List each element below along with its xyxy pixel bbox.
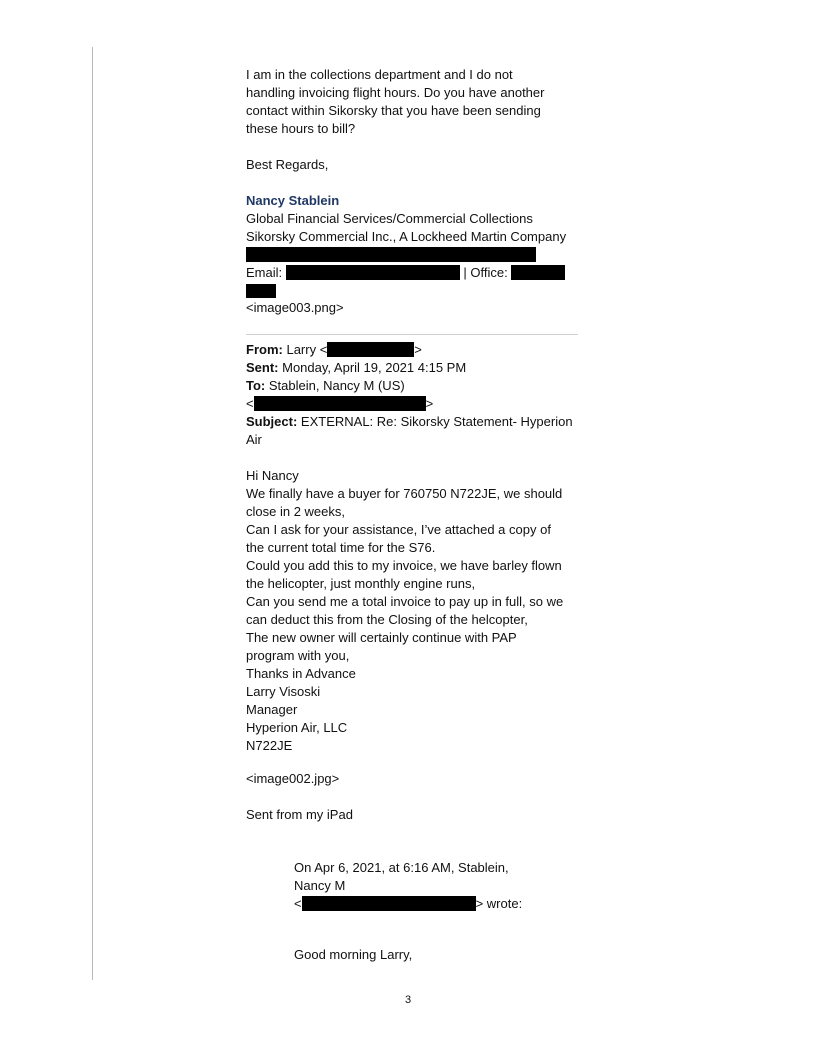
redacted-quoted-email	[302, 896, 476, 911]
redacted-address	[246, 247, 536, 262]
redacted-office-cont	[246, 284, 276, 298]
body-line: can deduct this from the Closing of the helcopter,	[246, 612, 528, 627]
body-line: the current total time for the S76.	[246, 540, 436, 555]
quoted-header-line2: Nancy M	[294, 878, 346, 893]
signature-dept: Global Financial Services/Commercial Collections	[246, 211, 533, 226]
divider	[246, 334, 578, 335]
office-label: | Office:	[463, 265, 508, 280]
sent-line	[246, 359, 466, 377]
from-value: Larry <	[286, 342, 328, 357]
quoted-greeting: Good morning Larry,	[294, 947, 413, 962]
body-line: close in 2 weeks,	[246, 504, 345, 519]
to-label: To:	[246, 378, 266, 393]
subject-line	[246, 413, 573, 431]
body-line: The new owner will certainly continue with PAP	[246, 630, 517, 645]
body-line: Hi Nancy	[246, 468, 299, 483]
body-line: Hyperion Air, LLC	[246, 720, 348, 735]
body-line: Can I ask for your assistance, I’ve attached a copy of	[246, 522, 551, 537]
reply-line: contact within Sikorsky that you have been sending	[246, 103, 541, 118]
from-line	[246, 341, 422, 359]
body-line: Can you send me a total invoice to pay up in full, so we	[246, 594, 564, 609]
signature-contact	[246, 264, 565, 282]
subject-value-cont: Air	[246, 432, 262, 447]
signature-name: Nancy Stablein	[246, 193, 340, 208]
quoted-email-line	[294, 895, 522, 913]
to-open: <	[246, 396, 254, 411]
image-attachment: <image003.png>	[246, 300, 344, 315]
body-line: Manager	[246, 702, 298, 717]
subject-value: EXTERNAL: Re: Sikorsky Statement- Hyperion	[300, 414, 573, 429]
from-label: From:	[246, 342, 283, 357]
sent-label: Sent:	[246, 360, 279, 375]
sent-value: Monday, April 19, 2021 4:15 PM	[282, 360, 467, 375]
body-line: Larry Visoski	[246, 684, 321, 699]
email-body	[246, 467, 563, 755]
email-label: Email:	[246, 265, 283, 280]
body-line: N722JE	[246, 738, 293, 753]
redacted-office	[511, 265, 565, 280]
redacted-email	[286, 265, 460, 280]
quoted-header-line1: On Apr 6, 2021, at 6:16 AM, Stablein,	[294, 860, 509, 875]
reply-closing: Best Regards,	[246, 157, 329, 172]
subject-label: Subject:	[246, 414, 298, 429]
to-value: Stablein, Nancy M (US)	[268, 378, 405, 393]
to-email-line	[246, 395, 433, 413]
body-line: program with you,	[246, 648, 350, 663]
redacted-to-email	[254, 396, 426, 411]
body-line: the helicopter, just monthly engine runs,	[246, 576, 476, 591]
reply-line: I am in the collections department and I do not	[246, 67, 513, 82]
body-image: <image002.jpg>	[246, 771, 340, 786]
body-line: We finally have a buyer for 760750 N722JE, we should	[246, 486, 563, 501]
quoted-open: <	[294, 896, 302, 911]
page-number: 3	[404, 994, 412, 1006]
redacted-from-email	[327, 342, 414, 357]
to-line	[246, 377, 405, 395]
reply-paragraph	[246, 66, 544, 138]
quoted-wrote: > wrote:	[475, 896, 523, 911]
to-close: >	[425, 396, 434, 411]
reply-line: these hours to bill?	[246, 121, 356, 136]
signature-company: Sikorsky Commercial Inc., A Lockheed Martin Company	[246, 229, 567, 244]
reply-line: handling invoicing flight hours. Do you have another	[246, 85, 545, 100]
margin-line	[92, 47, 93, 980]
from-end: >	[414, 342, 422, 357]
body-line: Thanks in Advance	[246, 666, 356, 681]
body-line: Could you add this to my invoice, we have barley flown	[246, 558, 562, 573]
sent-from: Sent from my iPad	[246, 807, 353, 822]
